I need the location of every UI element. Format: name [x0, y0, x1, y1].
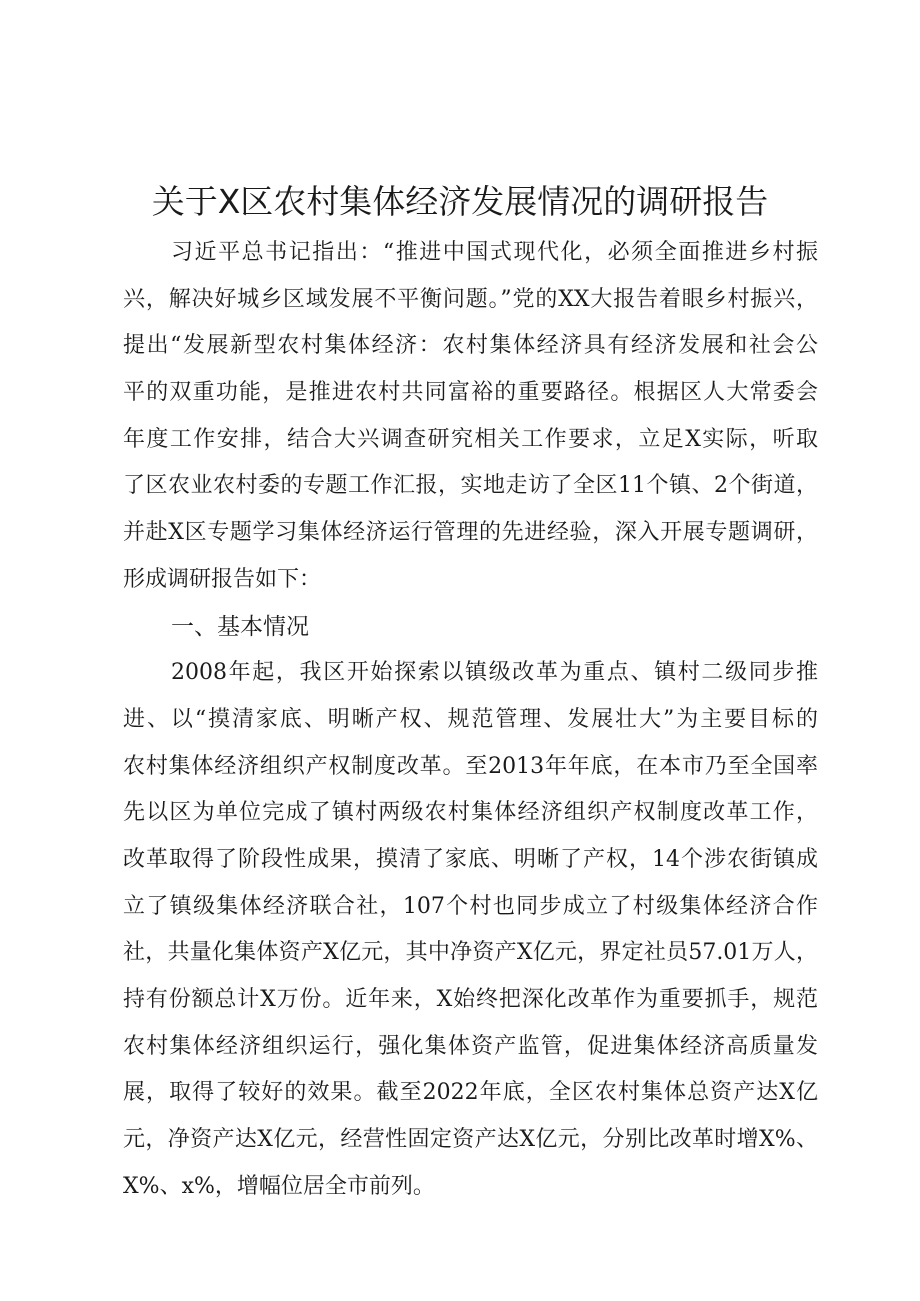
paragraph-line: 形成调研报告如下：	[123, 566, 322, 592]
paragraph-line: 先以区为单位完成了镇村两级农村集体经济组织产权制度改革工作，	[123, 800, 818, 826]
paragraph-line: 展，取得了较好的效果。截至2022年底，全区农村集体总资产达X亿	[123, 1080, 818, 1106]
paragraph-line: 提出“发展新型农村集体经济：农村集体经济具有经济发展和社会公	[123, 333, 818, 359]
paragraph-line: 兴，解决好城乡区域发展不平衡问题。”党的XX大报告着眼乡村振兴，	[123, 286, 818, 312]
paragraph-line: 社，共量化集体资产X亿元，其中净资产X亿元，界定社员57.01万人，	[123, 940, 818, 966]
paragraph-line: 持有份额总计X万份。近年来，X始终把深化改革作为重要抓手，规范	[123, 987, 818, 1012]
paragraph-line: 立了镇级集体经济联合社，107个村也同步成立了村级集体经济合作	[123, 893, 818, 919]
paragraph-line: 农村集体经济组织产权制度改革。至2013年年底，在本市乃至全国率	[123, 753, 818, 779]
paragraph-line: 元，净资产达X亿元，经营性固定资产达X亿元，分别比改革时增X%、	[123, 1127, 818, 1153]
paragraph-line: 并赴X区专题学习集体经济运行管理的先进经验，深入开展专题调研，	[123, 520, 818, 546]
paragraph-line: 2008年起，我区开始探索以镇级改革为重点、镇村二级同步推	[171, 660, 818, 686]
paragraph-line: 年度工作安排，结合大兴调查研究相关工作要求，立足X实际，听取	[123, 426, 818, 452]
paragraph-line: 改革取得了阶段性成果，摸清了家底、明晰了产权，14个涉农街镇成	[123, 846, 818, 872]
paragraph-line: 了区农业农村委的专题工作汇报，实地走访了全区11个镇、2个街道，	[123, 473, 818, 499]
paragraph-line: X%、x%，增幅位居全市前列。	[123, 1173, 435, 1199]
paragraph-line: 习近平总书记指出：“推进中国式现代化，必须全面推进乡村振	[171, 240, 818, 265]
paragraph-line: 进、以“摸清家底、明晰产权、规范管理、发展壮大”为主要目标的	[123, 706, 818, 732]
paragraph-line: 农村集体经济组织运行，强化集体资产监管，促进集体经济高质量发	[123, 1033, 818, 1059]
document-body	[123, 230, 818, 1210]
paragraph-line: 平的双重功能，是推进农村共同富裕的重要路径。根据区人大常委会	[123, 380, 818, 406]
document-title: 关于X区农村集体经济发展情况的调研报告	[151, 182, 769, 221]
section-heading: 一、基本情况	[171, 613, 309, 640]
